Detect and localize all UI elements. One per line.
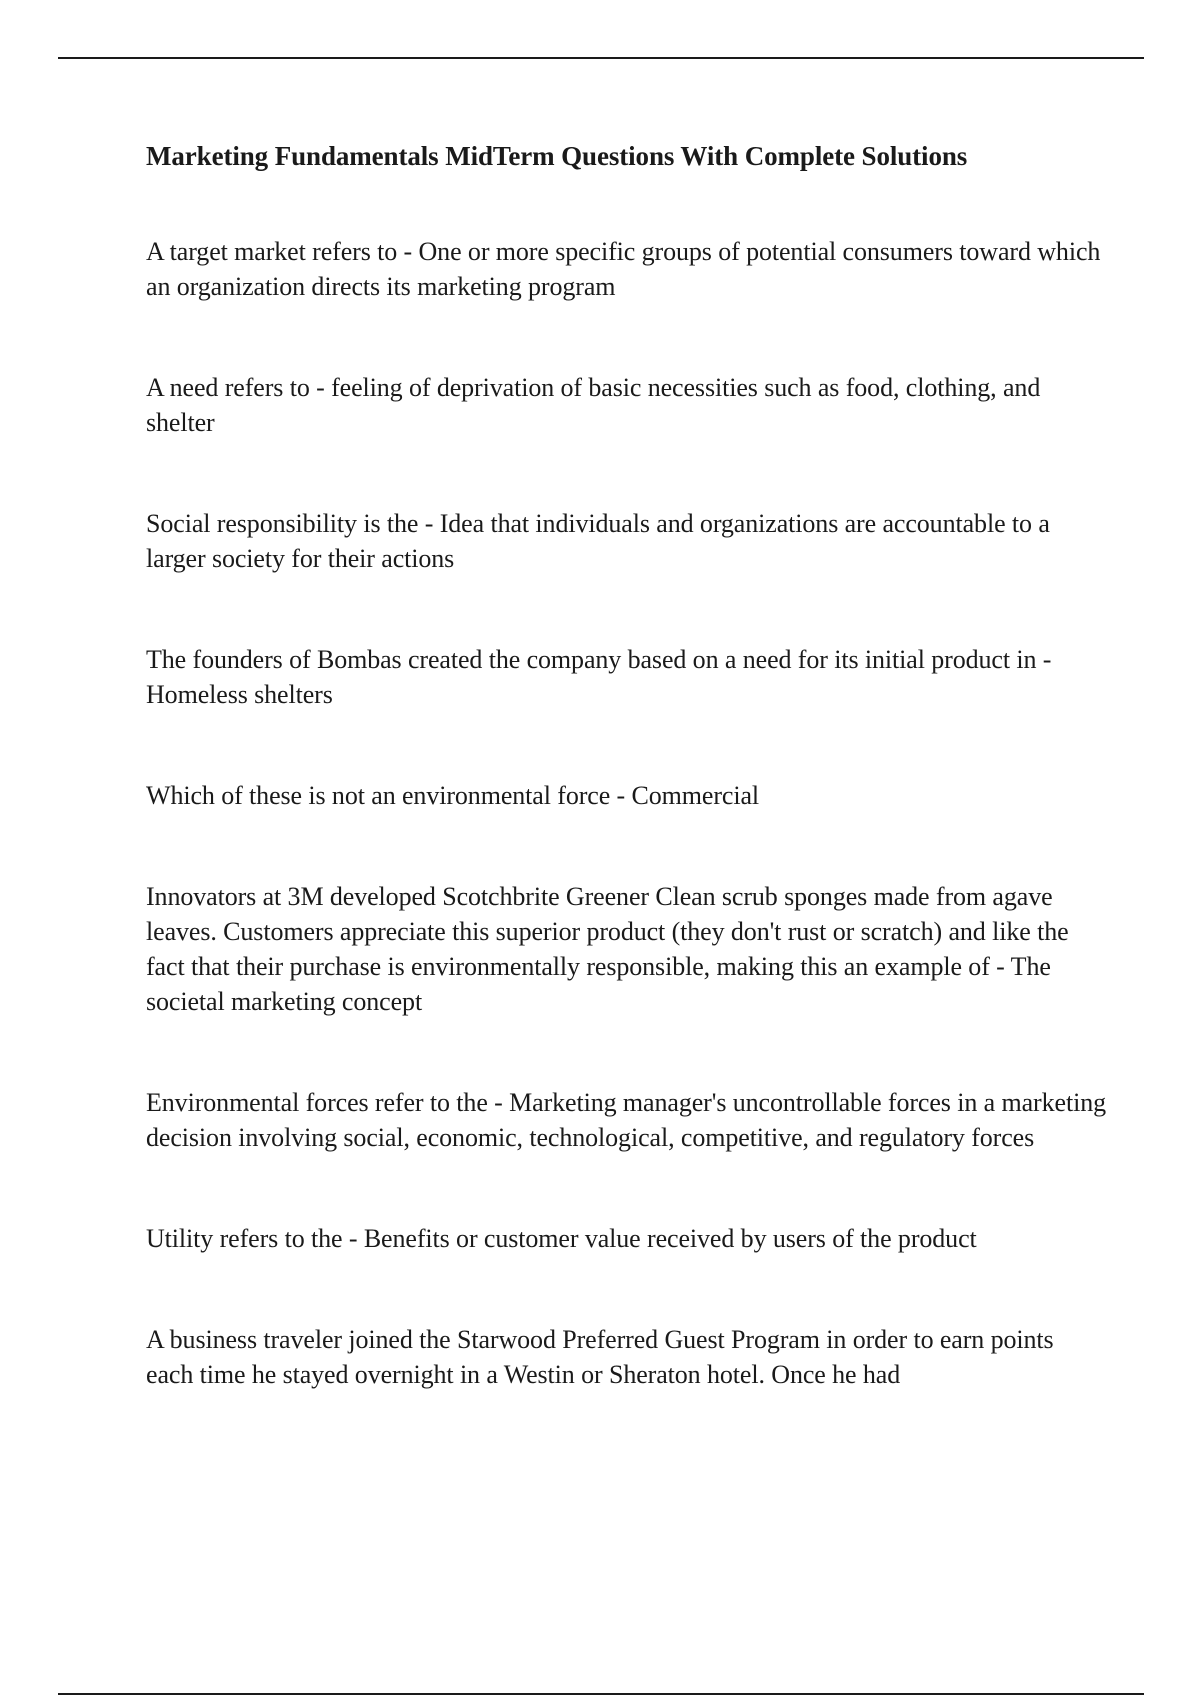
qa-item-environmental-force: Which of these is not an environmental force - Commercial [146, 781, 760, 811]
header-rule [58, 57, 1144, 59]
qa-item-target-market: A target market refers to - One or more specific groups of potential consumers toward which an organization directs its marketing program [146, 237, 1101, 302]
qa-item-starwood: A business traveler joined the Starwood Preferred Guest Program in order to earn points each time he stayed overnight in a Westin or Sheraton hotel. Once he had [146, 1325, 1054, 1390]
qa-item-utility: Utility refers to the - Benefits or customer value received by users of the product [146, 1224, 977, 1254]
qa-item-bombas: The founders of Bombas created the company based on a need for its initial product in - Homeless shelters [146, 645, 1052, 710]
footer-rule [58, 1693, 1144, 1695]
qa-item-social-responsibility: Social responsibility is the - Idea that individuals and organizations are accountable to a larger society for their actions [146, 509, 1050, 574]
document-title: Marketing Fundamentals MidTerm Questions With Complete Solutions [146, 141, 968, 171]
page-content [146, 140, 1106, 1458]
qa-item-3m-scotchbrite: Innovators at 3M developed Scotchbrite Greener Clean scrub sponges made from agave leaves. Customers appreciate this superior product (they don't rust or scratch) and like the fact that their purchase is environmentally responsible, making this an example of - The societal marketing concept [146, 882, 1069, 1017]
qa-item-environmental-forces: Environmental forces refer to the - Marketing manager's uncontrollable forces in a marketing decision involving social, economic, technological, competitive, and regulatory forces [146, 1088, 1106, 1153]
qa-item-need: A need refers to - feeling of deprivation of basic necessities such as food, clothing, and shelter [146, 373, 1041, 438]
